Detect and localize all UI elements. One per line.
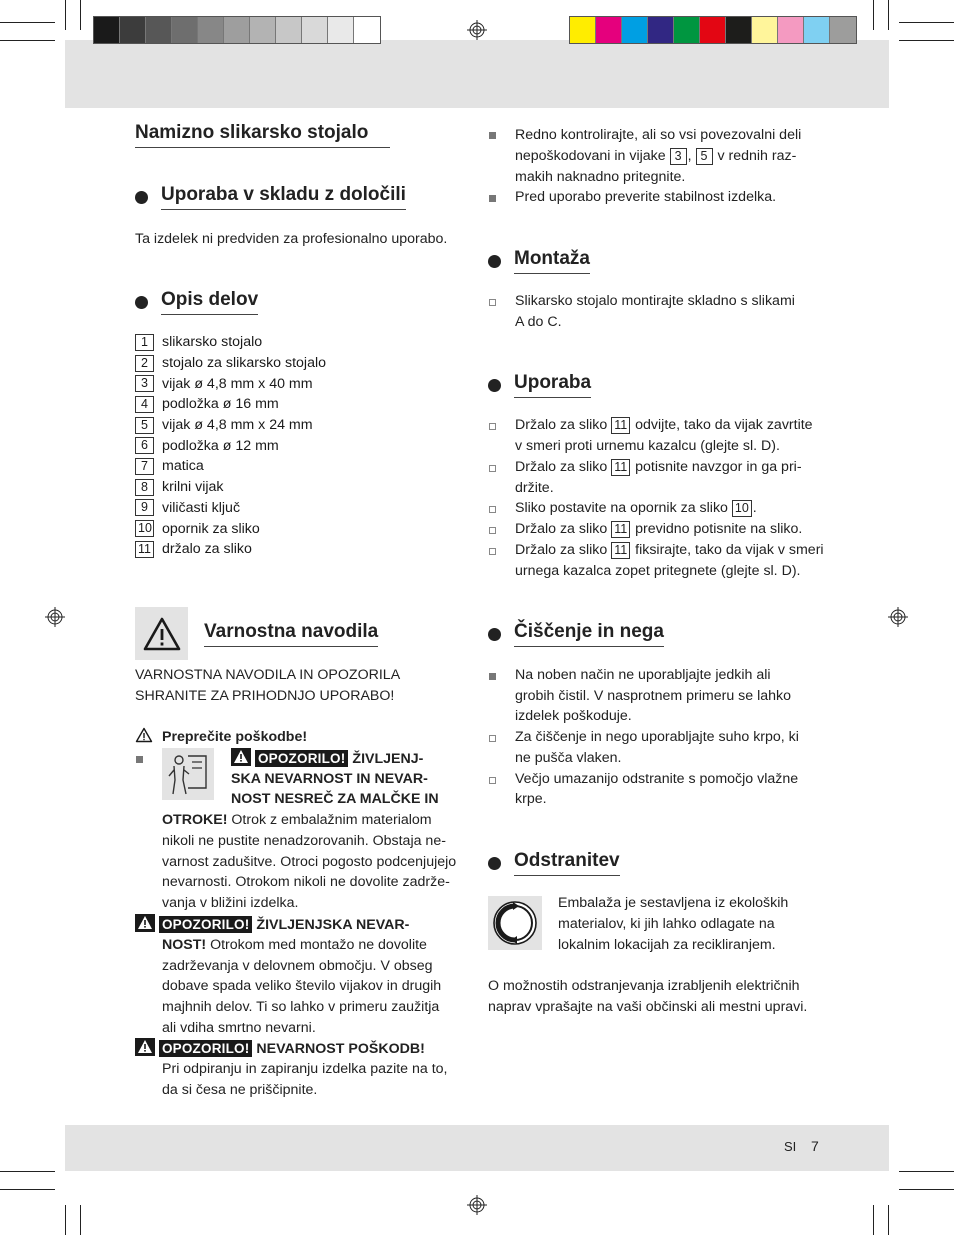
disposal-line-2: materialov, ki jih lahko odlagate na xyxy=(558,916,775,932)
color-swatch xyxy=(674,17,700,43)
warning-triangle-icon xyxy=(135,727,153,743)
disposal-line-4: O možnostih odstranjevanja izrabljenih električnih xyxy=(488,978,800,994)
warning-3-line-3: da si česa ne priščipnite. xyxy=(162,1082,318,1098)
part-label: matica xyxy=(162,458,204,475)
color-bar xyxy=(569,16,857,44)
warning-label: OPOZORILO! xyxy=(159,916,253,933)
part-list-item xyxy=(135,394,326,415)
bullet-dot-icon xyxy=(488,379,501,392)
part-number-box: 7 xyxy=(135,458,154,475)
footer-page-number: 7 xyxy=(811,1138,819,1154)
part-number-box: 11 xyxy=(611,417,630,434)
cleaning-3-line-2: krpe. xyxy=(515,791,547,807)
crop-mark xyxy=(0,1189,55,1190)
page-title: Namizno slikarsko stojalo xyxy=(135,122,390,148)
part-number-box: 5 xyxy=(696,148,713,165)
part-list-item xyxy=(135,539,326,560)
part-list-item xyxy=(135,477,326,498)
use-step-1-line-2: v smeri proti urnemu kazalcu (glejte sl. D). xyxy=(515,438,780,454)
square-bullet-icon xyxy=(136,756,143,763)
part-number-box: 10 xyxy=(135,520,154,537)
hollow-square-bullet-icon xyxy=(489,423,496,430)
part-number-box: 11 xyxy=(135,541,154,558)
section-heading-safety: Varnostna navodila xyxy=(204,621,378,647)
bullet-dot-icon xyxy=(488,628,501,641)
square-bullet-icon xyxy=(489,195,496,202)
color-swatch xyxy=(302,17,328,43)
prevent-injury-heading: Preprečite poškodbe! xyxy=(162,729,308,745)
square-bullet-icon xyxy=(489,132,496,139)
section-heading-assembly: Montaža xyxy=(488,248,590,274)
assembly-line-2: A do C. xyxy=(515,314,562,330)
registration-mark-icon xyxy=(467,1195,487,1215)
section-heading-disposal: Odstranitev xyxy=(488,850,620,876)
crop-mark xyxy=(873,1205,874,1235)
warning-1-line-4: OTROKE! Otrok z embalažnim materialom xyxy=(162,812,432,828)
color-swatch xyxy=(648,17,674,43)
warning-box xyxy=(135,607,188,660)
registration-mark-icon xyxy=(467,20,487,40)
color-swatch xyxy=(172,17,198,43)
bullet-dot-icon xyxy=(488,857,501,870)
warning-triangle-icon xyxy=(231,748,251,766)
hollow-square-bullet-icon xyxy=(489,548,496,555)
part-number-box: 4 xyxy=(135,396,154,413)
part-number-box: 9 xyxy=(135,499,154,516)
disposal-line-3: lokalnim lokacijah za recikliranjem. xyxy=(558,937,776,953)
warning-1-line-1: OPOZORILO! ŽIVLJENJ- xyxy=(231,748,423,770)
cleaning-1-line-2: grobih čistil. V nasprotnem primeru se lahko xyxy=(515,688,791,704)
crop-mark xyxy=(899,1171,954,1172)
green-dot-recycling-icon xyxy=(492,900,538,946)
use-step-3: Sliko postavite na opornik za sliko 10 . xyxy=(515,500,757,516)
part-label: krilni vijak xyxy=(162,479,224,496)
use-step-5-line-1: Držalo za sliko 11 fiksirajte, tako da vijak v smeri xyxy=(515,542,824,558)
part-number-box: 5 xyxy=(135,417,154,434)
hollow-square-bullet-icon xyxy=(489,777,496,784)
footer-band xyxy=(65,1125,889,1171)
crop-mark xyxy=(873,0,874,30)
crop-mark xyxy=(899,1189,954,1190)
hollow-square-bullet-icon xyxy=(489,506,496,513)
warning-label: OPOZORILO! xyxy=(255,750,349,767)
part-number-box: 11 xyxy=(611,521,630,538)
color-swatch xyxy=(570,17,596,43)
intended-use-text: Ta izdelek ni predviden za profesionalno uporabo. xyxy=(135,231,448,247)
section-heading-use: Uporaba xyxy=(488,372,591,398)
warning-1-line-5: nikoli ne pustite nenadzorovanih. Obstaja ne- xyxy=(162,833,446,849)
color-swatch xyxy=(250,17,276,43)
hollow-square-bullet-icon xyxy=(489,735,496,742)
disposal-line-5: naprav vprašajte na vaši občinski ali mestni upravi. xyxy=(488,999,808,1015)
color-swatch xyxy=(700,17,726,43)
use-step-4: Držalo za sliko 11 previdno potisnite na sliko. xyxy=(515,521,803,537)
part-list-item xyxy=(135,332,326,353)
warning-2-line-3: zadrževanja v delovnem območju. V obseg xyxy=(162,958,433,974)
part-label: podložka ø 16 mm xyxy=(162,396,279,413)
check-connections-line-2: nepoškodovani in vijake 3 , 5 v rednih raz- xyxy=(515,148,797,164)
crop-mark xyxy=(888,1205,889,1235)
cleaning-1-line-1: Na noben način ne uporabljajte jedkih ali xyxy=(515,667,771,683)
part-label: viličasti ključ xyxy=(162,499,241,516)
part-list-item xyxy=(135,353,326,374)
footer-language: SI xyxy=(784,1139,797,1154)
use-step-2-line-2: držite. xyxy=(515,480,554,496)
crop-mark xyxy=(0,22,55,23)
parts-list xyxy=(135,332,326,560)
warning-triangle-icon xyxy=(135,1038,155,1056)
color-swatch xyxy=(276,17,302,43)
color-swatch xyxy=(354,17,380,43)
color-swatch xyxy=(596,17,622,43)
part-list-item xyxy=(135,456,326,477)
part-number-box: 10 xyxy=(732,500,752,517)
crop-mark xyxy=(80,0,81,30)
color-swatch xyxy=(94,17,120,43)
check-connections-line-3: makih naknadno pritegnite. xyxy=(515,169,686,185)
header-band xyxy=(65,40,889,108)
crop-mark xyxy=(899,22,954,23)
crop-mark xyxy=(899,40,954,41)
color-swatch xyxy=(120,17,146,43)
warning-triangle-icon xyxy=(135,914,155,932)
warning-1-line-6: varnost zadušitve. Otroci pogosto podcenjujejo xyxy=(162,854,457,870)
part-label: podložka ø 12 mm xyxy=(162,437,279,454)
color-swatch xyxy=(224,17,250,43)
color-swatch xyxy=(328,17,354,43)
color-swatch xyxy=(778,17,804,43)
disposal-line-1: Embalaža je sestavljena iz ekoloških xyxy=(558,895,789,911)
color-swatch xyxy=(752,17,778,43)
registration-mark-icon xyxy=(45,607,65,627)
use-step-5-line-2: urnega kazalca zopet pritegnete (glejte sl. D). xyxy=(515,563,801,579)
check-stability: Pred uporabo preverite stabilnost izdelka. xyxy=(515,189,777,205)
color-swatch xyxy=(198,17,224,43)
color-swatch xyxy=(830,17,856,43)
hollow-square-bullet-icon xyxy=(489,299,496,306)
part-number-box: 6 xyxy=(135,437,154,454)
part-label: opornik za sliko xyxy=(162,520,260,537)
part-list-item xyxy=(135,373,326,394)
part-label: vijak ø 4,8 mm x 40 mm xyxy=(162,375,313,392)
bullet-dot-icon xyxy=(135,191,148,204)
use-step-1-line-1: Držalo za sliko 11 odvijte, tako da vijak zavrtite xyxy=(515,417,813,433)
warning-2-line-1: OPOZORILO! ŽIVLJENJSKA NEVAR- xyxy=(135,914,409,936)
check-connections-line-1: Redno kontrolirajte, ali so vsi povezovalni deli xyxy=(515,127,802,143)
warning-1-line-2: SKA NEVARNOST IN NEVAR- xyxy=(231,771,428,787)
part-label: slikarsko stojalo xyxy=(162,334,263,351)
color-swatch xyxy=(726,17,752,43)
part-label: stojalo za slikarsko stojalo xyxy=(162,355,327,372)
part-number-box: 11 xyxy=(611,459,630,476)
warning-1-line-8: vanja v bližini izdelka. xyxy=(162,895,299,911)
warning-1-line-3: NOST NESREČ ZA MALČKE IN xyxy=(231,791,439,807)
color-swatch xyxy=(804,17,830,43)
crop-mark xyxy=(0,40,55,41)
assembly-line-1: Slikarsko stojalo montirajte skladno s slikami xyxy=(515,293,795,309)
section-heading-parts: Opis delov xyxy=(135,289,258,315)
warning-2-line-5: majhnih delov. Ti so lahko v primeru zaužitja xyxy=(162,999,440,1015)
part-number-box: 11 xyxy=(611,542,630,559)
warning-2-line-4: dobave spada veliko število vijakov in drugih xyxy=(162,978,442,994)
part-list-item xyxy=(135,415,326,436)
gray-color-bar xyxy=(93,16,381,44)
part-list-item xyxy=(135,435,326,456)
color-swatch xyxy=(622,17,648,43)
warning-3-line-1: OPOZORILO! NEVARNOST POŠKODB! xyxy=(135,1038,425,1060)
part-list-item xyxy=(135,518,326,539)
warning-1-line-7: nevarnosti. Otrokom nikoli ne dovolite zadrže- xyxy=(162,874,450,890)
child-warning-pictogram xyxy=(162,748,214,800)
cleaning-2-line-2: ne pušča vlaken. xyxy=(515,750,622,766)
part-number-box: 3 xyxy=(135,375,154,392)
safety-intro-line-2: SHRANITE ZA PRIHODNJO UPORABO! xyxy=(135,688,395,704)
warning-triangle-icon xyxy=(142,616,182,652)
section-heading-cleaning: Čiščenje in nega xyxy=(488,621,664,647)
crop-mark xyxy=(80,1205,81,1235)
hollow-square-bullet-icon xyxy=(489,465,496,472)
safety-intro-line-1: VARNOSTNA NAVODILA IN OPOZORILA xyxy=(135,667,401,683)
warning-3-line-2: Pri odpiranju in zapiranju izdelka pazite na to, xyxy=(162,1061,448,1077)
recycling-symbol-box xyxy=(488,896,542,950)
warning-2-line-6: ali vdiha smrtno nevarni. xyxy=(162,1020,316,1036)
part-number-box: 3 xyxy=(670,148,687,165)
registration-mark-icon xyxy=(888,607,908,627)
child-pictogram-icon xyxy=(162,748,214,800)
warning-label: OPOZORILO! xyxy=(159,1040,253,1057)
bullet-dot-icon xyxy=(135,296,148,309)
crop-mark xyxy=(65,0,66,30)
part-list-item xyxy=(135,498,326,519)
bullet-dot-icon xyxy=(488,255,501,268)
part-label: držalo za sliko xyxy=(162,541,252,558)
crop-mark xyxy=(888,0,889,30)
use-step-2-line-1: Držalo za sliko 11 potisnite navzgor in ga pri- xyxy=(515,459,802,475)
crop-mark xyxy=(65,1205,66,1235)
crop-mark xyxy=(0,1171,55,1172)
cleaning-3-line-1: Večjo umazanijo odstranite s pomočjo vlažne xyxy=(515,771,799,787)
part-label: vijak ø 4,8 mm x 24 mm xyxy=(162,417,313,434)
section-heading-intended-use: Uporaba v skladu z določili xyxy=(135,184,406,210)
hollow-square-bullet-icon xyxy=(489,527,496,534)
color-swatch xyxy=(146,17,172,43)
part-number-box: 1 xyxy=(135,334,154,351)
warning-2-line-2: NOST! Otrokom med montažo ne dovolite xyxy=(162,937,427,953)
part-number-box: 8 xyxy=(135,479,154,496)
cleaning-1-line-3: izdelek poškoduje. xyxy=(515,708,632,724)
cleaning-2-line-1: Za čiščenje in nego uporabljajte suho krpo, ki xyxy=(515,729,799,745)
part-number-box: 2 xyxy=(135,355,154,372)
square-bullet-icon xyxy=(489,673,496,680)
